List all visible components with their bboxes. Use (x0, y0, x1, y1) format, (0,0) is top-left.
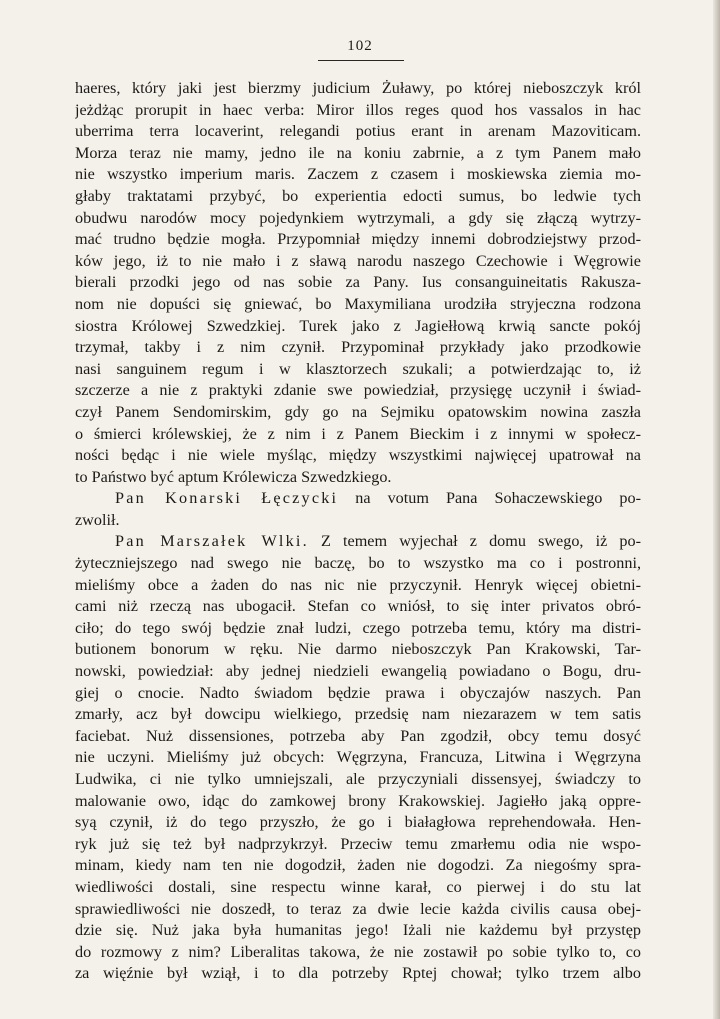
text-line: nom nie dopuści się gniewać, bo Maxymiliana urodziła stryjeczna rodzona (75, 294, 641, 313)
text-line: bierali przodki jego od nas sobie za Pany. Ius consanguineitatis Rakusza- (75, 273, 641, 292)
text-line: trzymał, takby i z nim czynił. Przypominał przykłady jako przodkowie (75, 338, 641, 357)
text-line: Ludwika, ci nie tylko umniejszali, ale przyczyniali dissensyej, świadczy to (75, 770, 641, 788)
text-line: ryk już się też był nadprzykrzył. Przeciw temu zmarłemu odia nie wspo- (75, 834, 641, 853)
text-line: głaby traktatami przybyć, bo experientia edocti sumus, bo ledwie tych (75, 186, 641, 205)
text-line: ności będąc i nie wiele myśląc, między wszystkimi najwięcej upatrował na (75, 446, 641, 465)
text-line: za więźnie był wziął, i to dla potrzeby Rptej chował; tylko trzem albo (75, 964, 641, 983)
text-line: dzie się. Nuż jaka była humanitas jego! Iżali nie każdemu był przystęp (75, 921, 641, 940)
text-line: zmarły, acz był dowcipu wielkiego, przedsię nam niezarazem w tem satis (75, 705, 641, 724)
text-line: nasi sanguinem regum i w klasztorzech szukali; a potwierdzając to, iż (75, 359, 641, 378)
text-line: sprawiedliwości nie doszedł, to teraz za dwie lecie każda civilis causa obej- (75, 899, 641, 918)
text-line: mieliśmy obce a żaden do nas nic nie przyczynił. Henryk więcej obietni- (75, 575, 641, 594)
text-line: butionem bonorum w ręku. Nie darmo nieboszczyk Pan Krakowski, Tar- (75, 640, 641, 659)
text-line: nowski, powiedział: aby jednej niedzieli ewangelią powiadano o Bogu, dru- (75, 662, 641, 681)
speaker-name: Pan Marszałek Wlki. (115, 532, 309, 551)
text-line: malowanie owo, idąc do zamkowej brony Krakowskiej. Jagiełło jaką oppre- (75, 791, 641, 810)
text-line: nie wszystko imperium maris. Zaczem z czasem i moskiewska ziemia mo- (75, 165, 641, 184)
text-line: ciło; do tego swój będzie znał ludzi, czego potrzeba temu, który ma distri- (75, 618, 641, 637)
text-line: uberrima terra locaverint, relegandi potius erant in arenam Mazoviticam. (75, 122, 641, 141)
page-edge (713, 0, 720, 1019)
text-line: ków jego, iż to nie mało i z sławą narodu naszego Czechowie i Węgrowie (75, 251, 641, 270)
text-line: to Państwo być aptum Królewicza Szwedzkiego. (75, 467, 392, 486)
page-number-rule (318, 60, 404, 61)
text-line: syą czynił, iż do tego przyszło, że go i białagłowa reprehendowała. Hen- (75, 813, 641, 832)
text-line: cami niż rzeczą nas ubogacił. Stefan co wniósł, to się inter privatos obró- (75, 597, 641, 616)
text-line: mać trudno będzie mogła. Przypomniał między innemi dobrodziejstwy przod- (75, 230, 641, 249)
text-line (75, 488, 641, 510)
text-line: minam, kiedy nam ten nie dogodził, żaden nie dogodzi. Za niegośmy spra- (75, 856, 641, 875)
text-line: giej o cnocie. Nadto świadom będzie prawa i obyczajów naszych. Pan (75, 683, 641, 702)
text-line: żyteczniejszego nad swego nie baczę, bo to wszystko ma co i postronni, (75, 554, 641, 573)
text-line: do rozmowy z nim? Liberalitas takowa, że nie zostawił po sobie tylko to, co (75, 942, 641, 961)
text-line: zwolił. (75, 510, 120, 529)
body-text (75, 78, 641, 985)
text-line: Morza teraz nie mamy, jedno ile na koniu zabrnie, a z tym Panem mało (75, 143, 641, 162)
text-line: obudwu narodów mocy pojedynkiem wytrzymali, a gdy się złączą wytrzy- (75, 208, 641, 227)
text-line: nie uczyni. Mieliśmy już obcych: Węgrzyna, Francuza, Litwina i Węgrzyna (75, 748, 641, 767)
text-line: haeres, który jaki jest bierzmy judicium Żuławy, po której nieboszczyk król (75, 79, 641, 97)
line-text: Z temem wyjechał z domu swego, iż po- (308, 532, 641, 551)
line-text: na votum Pana Sohaczewskiego po- (338, 489, 641, 508)
text-line: faciebat. Nuż dissensiones, potrzeba aby Pan zgodził, obcy temu dosyć (75, 726, 641, 745)
text-line: czył Panem Sendomirskim, gdy go na Sejmiku opatowskim nowina zaszła (75, 402, 641, 421)
text-line: siostra Królowej Szwedzkiej. Turek jako z Jagiełłową krwią sancte pokój (75, 316, 641, 335)
text-line: szczerze a nie z praktyki zdanie swe powiedział, przysięgę uczynił i świad- (75, 381, 641, 400)
text-line: jeżdżąc prorupit in haec verba: Miror illos reges quod hos vassalos in hac (75, 100, 641, 119)
page-number: 102 (347, 38, 373, 54)
text-line (75, 531, 641, 553)
speaker-name: Pan Konarski Łęczycki (115, 489, 339, 508)
text-line: wiedliwości dostali, sine respectu winne karał, co pierwej i do stu lat (75, 877, 641, 896)
text-line: o śmierci królewskiej, że z nim i z Panem Bieckim i z innymi w społecz- (75, 424, 641, 443)
